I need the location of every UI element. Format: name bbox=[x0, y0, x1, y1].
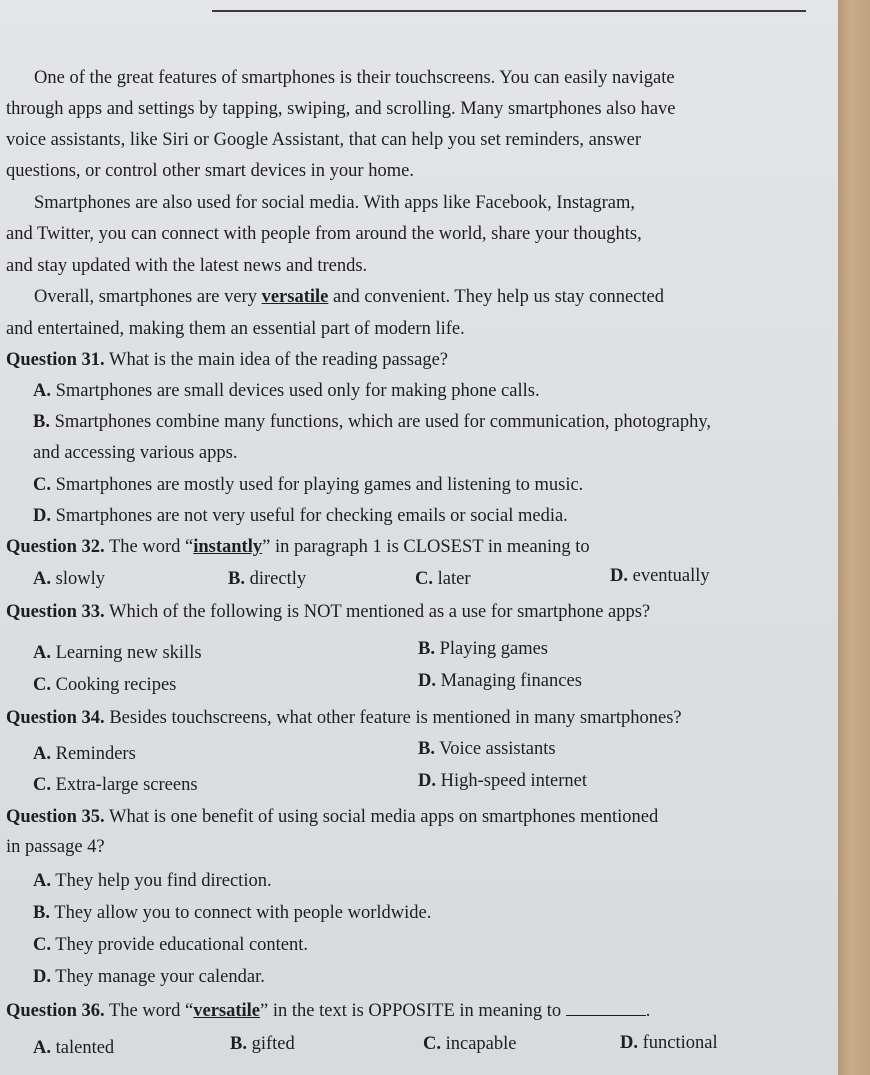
option-d[interactable]: D. Smartphones are not very useful for checking emails or social media. bbox=[33, 506, 568, 526]
option-c[interactable]: C. incapable bbox=[423, 1034, 517, 1054]
question-number: Question 36. bbox=[6, 1001, 105, 1021]
option-a[interactable]: A. They help you find direction. bbox=[33, 871, 272, 891]
keyword-versatile: versatile bbox=[261, 287, 329, 307]
option-c[interactable]: C. Cooking recipes bbox=[33, 675, 177, 695]
option-b[interactable]: B. Smartphones combine many functions, which are used for communication, photography, bbox=[33, 412, 712, 432]
question-text: What is the main idea of the reading passage? bbox=[104, 350, 449, 370]
question-number: Question 33. bbox=[6, 602, 105, 622]
question-text: Besides touchscreens, what other feature is mentioned in many smartphones? bbox=[104, 708, 682, 728]
paragraph-line: and entertained, making them an essential part of modern life. bbox=[6, 319, 465, 339]
paragraph-line: and convenient. They help us stay connected bbox=[328, 287, 664, 307]
paragraph-line: Smartphones are also used for social media. With apps like Facebook, Instagram, bbox=[34, 193, 636, 213]
option-b[interactable]: B. directly bbox=[228, 569, 307, 589]
option-c[interactable]: C. later bbox=[415, 569, 471, 589]
option-d[interactable]: D. eventually bbox=[610, 566, 710, 586]
paragraph-line: and stay updated with the latest news and trends. bbox=[6, 256, 368, 276]
option-d[interactable]: D. High-speed internet bbox=[418, 771, 588, 791]
option-a[interactable]: A. Smartphones are small devices used only for making phone calls. bbox=[33, 381, 540, 401]
paragraph-line: Overall, smartphones are very bbox=[34, 287, 262, 307]
option-c[interactable]: C. They provide educational content. bbox=[33, 935, 309, 955]
paragraph-line: and Twitter, you can connect with people from around the world, share your thoughts, bbox=[6, 224, 642, 244]
question-number: Question 34. bbox=[6, 708, 105, 728]
paragraph-line: One of the great features of smartphones is their touchscreens. You can easily navigate bbox=[34, 68, 675, 88]
question-number: Question 35. bbox=[6, 807, 105, 827]
option-c[interactable]: C. Extra-large screens bbox=[33, 775, 198, 795]
option-b[interactable]: B. gifted bbox=[230, 1034, 295, 1054]
option-c[interactable]: C. Smartphones are mostly used for playing games and listening to music. bbox=[33, 475, 584, 495]
option-a[interactable]: A. Learning new skills bbox=[33, 643, 202, 663]
question-number: Question 31. bbox=[6, 350, 105, 370]
option-b[interactable]: B. Playing games bbox=[418, 639, 549, 659]
question-number: Question 32. bbox=[6, 537, 105, 557]
paragraph-line: through apps and settings by tapping, swiping, and scrolling. Many smartphones also have bbox=[6, 99, 676, 119]
answer-blank[interactable] bbox=[566, 997, 646, 1016]
option-b[interactable]: B. They allow you to connect with people worldwide. bbox=[33, 903, 432, 923]
option-a[interactable]: A. talented bbox=[33, 1038, 115, 1058]
option-d[interactable]: D. They manage your calendar. bbox=[33, 967, 265, 987]
top-rule bbox=[212, 10, 806, 12]
paragraph-line: questions, or control other smart devices in your home. bbox=[6, 161, 414, 181]
option-d[interactable]: D. functional bbox=[620, 1033, 718, 1053]
question-text: Which of the following is NOT mentioned as a use for smartphone apps? bbox=[104, 602, 651, 622]
question-text: in passage 4? bbox=[6, 837, 105, 857]
option-d[interactable]: D. Managing finances bbox=[418, 671, 582, 691]
question-text: What is one benefit of using social media apps on smartphones mentioned bbox=[104, 807, 659, 827]
paragraph-line: voice assistants, like Siri or Google Assistant, that can help you set reminders, answer bbox=[6, 130, 642, 150]
option-b[interactable]: B. Voice assistants bbox=[418, 739, 556, 759]
keyword-instantly: instantly bbox=[193, 537, 263, 557]
option-a[interactable]: A. Reminders bbox=[33, 744, 136, 764]
keyword-versatile: versatile bbox=[193, 1001, 261, 1021]
table-edge bbox=[838, 0, 870, 1075]
option-a[interactable]: A. slowly bbox=[33, 569, 105, 589]
option-b-continued[interactable]: and accessing various apps. bbox=[33, 443, 238, 463]
